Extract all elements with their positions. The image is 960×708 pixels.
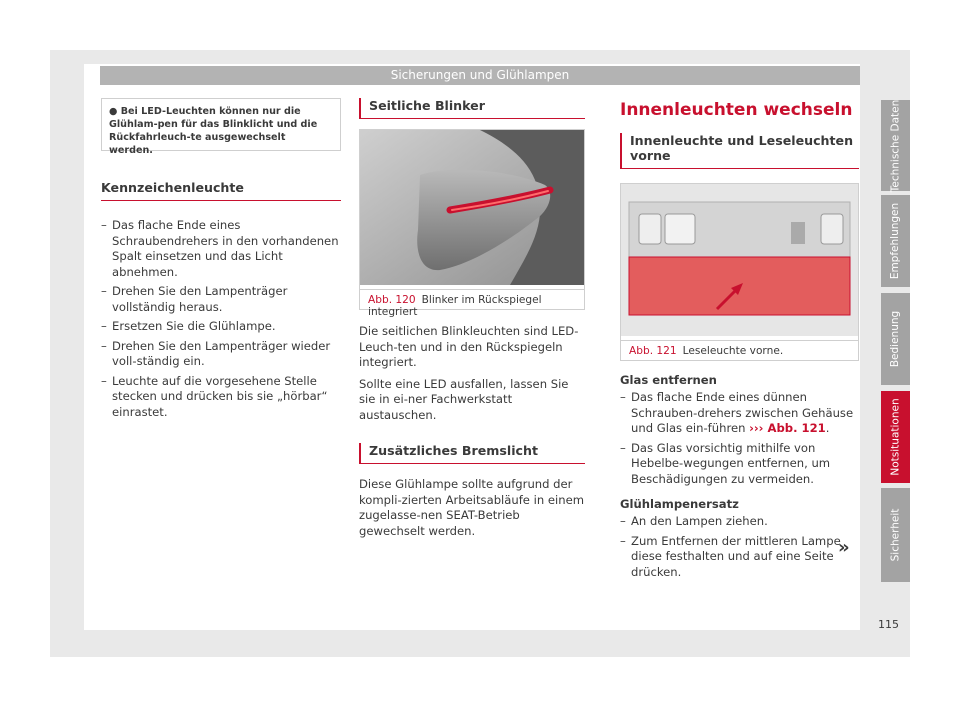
figure-120 xyxy=(359,129,585,318)
continue-arrow-icon: » xyxy=(838,537,850,558)
paragraph: Diese Glühlampe sollte aufgrund der kompli-zierten Arbeitsabläufe in einem zugelasse-nen SEAT-Betrieb gewechselt werden. xyxy=(359,477,585,538)
tab-label: Empfehlungen xyxy=(889,202,902,280)
figure-caption-text: Blinker im Rückspiegel integriert xyxy=(368,294,542,318)
column-middle xyxy=(359,98,585,545)
figure-label: Abb. 120 xyxy=(368,294,416,306)
list-item: – Ersetzen Sie die Glühlampe. xyxy=(101,319,341,335)
subheading-glas-entfernen: Glas entfernen xyxy=(620,373,717,387)
figure-reference-link[interactable]: ››› Abb. 121 xyxy=(749,421,826,435)
mirror-blinker-illustration xyxy=(360,130,584,285)
figure-caption xyxy=(621,340,858,360)
list-item: – Drehen Sie den Lampenträger wieder voll-ständig ein. xyxy=(101,339,341,370)
tab-empfehlungen[interactable] xyxy=(881,195,910,287)
list-item-text: Das flache Ende eines dünnen Schrauben-drehers zwischen Gehäuse und Glas ein-führen xyxy=(631,390,854,435)
figure-121 xyxy=(620,183,859,361)
tab-notsituationen[interactable] xyxy=(881,391,910,483)
section-heading-innenleuchte: Innenleuchte und Leseleuchten vorne xyxy=(620,133,859,169)
list-item: – Das flache Ende eines Schraubendrehers in den vorhandenen Spalt einsetzen und das Licht abnehmen. xyxy=(101,218,341,280)
list-item: – Zum Entfernen der mittleren Lampe diese festhalten und auf eine Seite drücken. xyxy=(620,534,859,581)
page-header: Sicherungen und Glühlampen xyxy=(100,66,860,85)
list-item: – Leuchte auf die vorgesehene Stelle stecken und drücken bis sie „hörbar“ einrastet. xyxy=(101,374,341,421)
steps-list-glass xyxy=(620,390,859,487)
tab-label: Sicherheit xyxy=(889,508,902,562)
list-item xyxy=(620,390,859,437)
subheading-gluehlampenersatz: Glühlampenersatz xyxy=(620,497,739,511)
figure-caption xyxy=(360,289,584,318)
tab-label: Technische Daten xyxy=(889,99,902,192)
bullet-icon: ● xyxy=(109,106,118,117)
tab-sicherheit[interactable] xyxy=(881,488,910,582)
column-right xyxy=(620,98,859,584)
list-item-end: . xyxy=(825,421,830,435)
steps-list xyxy=(101,218,341,420)
note-box xyxy=(101,98,341,156)
tab-bedienung[interactable] xyxy=(881,293,910,385)
section-heading-kennzeichenleuchte: Kennzeichenleuchte xyxy=(101,180,341,201)
list-item: – Das Glas vorsichtig mithilfe von Hebelbe-wegungen entfernen, um Beschädigungen zu vermeiden. xyxy=(620,441,859,488)
tab-technische-daten[interactable] xyxy=(881,100,910,191)
reading-lamp-illustration xyxy=(621,184,858,336)
chapter-title: Innenleuchten wechseln xyxy=(620,100,853,120)
tab-label: Bedienung xyxy=(889,310,902,368)
list-item: – An den Lampen ziehen. xyxy=(620,514,859,530)
column-left xyxy=(101,98,341,424)
list-item: – Drehen Sie den Lampenträger vollständig heraus. xyxy=(101,284,341,315)
section-heading-bremslicht: Zusätzliches Bremslicht xyxy=(359,443,585,464)
note-text: Bei LED-Leuchten können nur die Glühlam-pen für das Blinklicht und die Rückfahrleuch-te ausgewechselt werden. xyxy=(109,106,318,156)
paragraph: Die seitlichen Blinkleuchten sind LED-Leuch-ten und in den Rückspiegeln integriert. xyxy=(359,324,579,369)
page-number: 115 xyxy=(878,618,899,631)
tab-label: Notsituationen xyxy=(889,398,902,476)
figure-label: Abb. 121 xyxy=(629,345,677,357)
section-heading-seitliche-blinker: Seitliche Blinker xyxy=(359,98,585,119)
figure-caption-text: Leseleuchte vorne. xyxy=(682,345,784,357)
paragraph: Sollte eine LED ausfallen, lassen Sie sie in ei-ner Fachwerkstatt austauschen. xyxy=(359,376,569,422)
steps-list-bulb xyxy=(620,514,859,580)
